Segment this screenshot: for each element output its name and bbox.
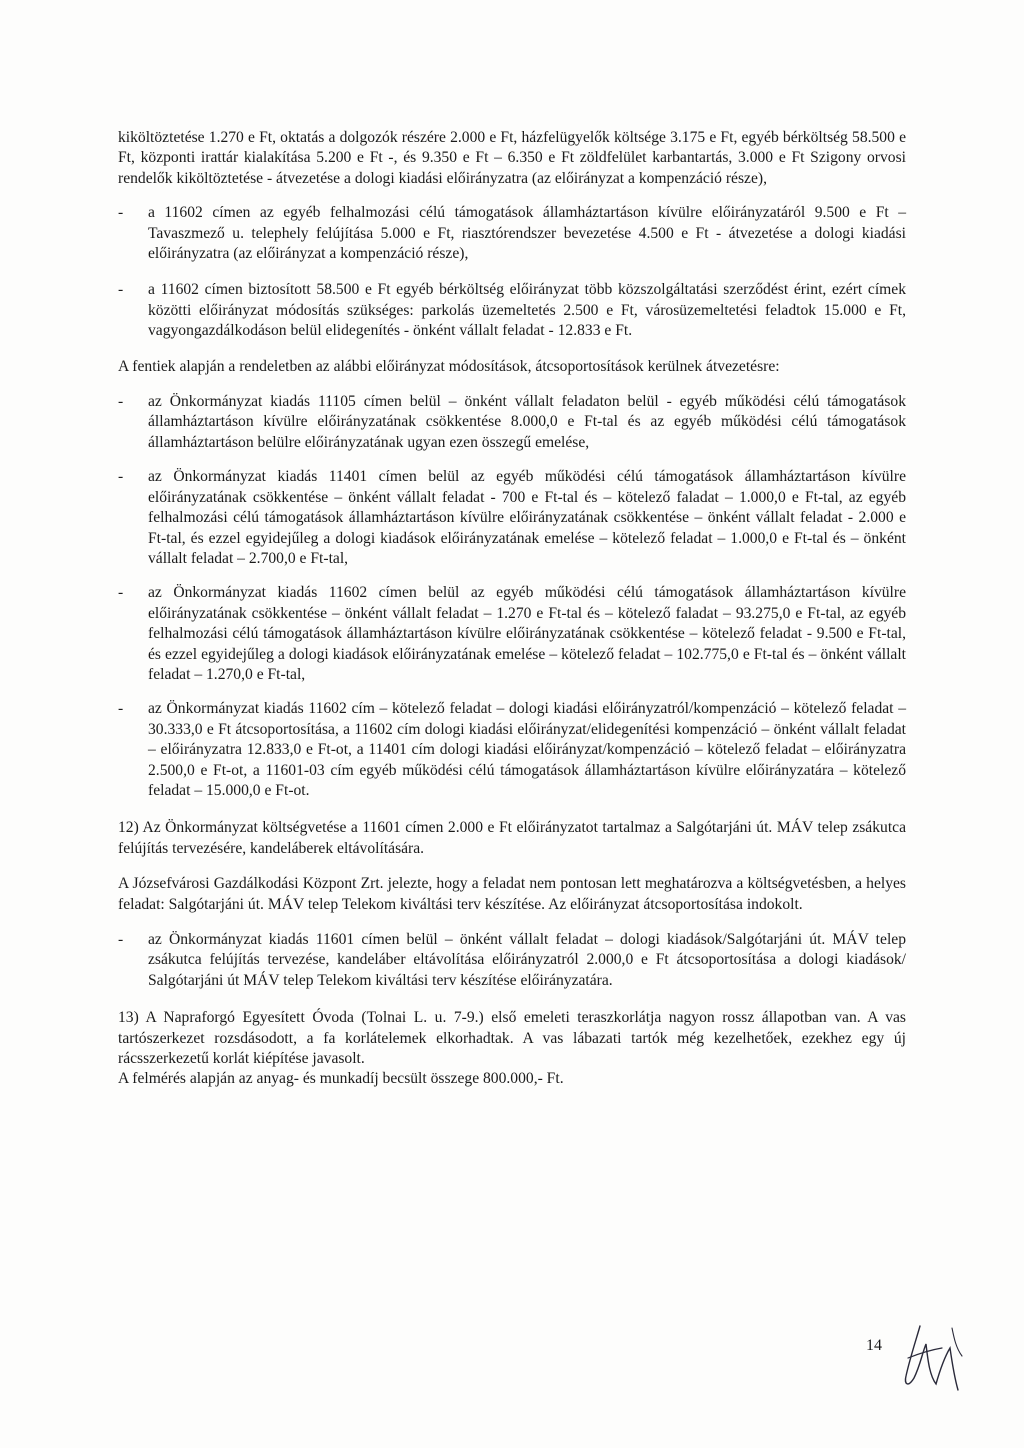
list-item — [118, 392, 906, 453]
list-item — [118, 930, 906, 991]
paragraph-felmeres: A felmérés alapján az anyag- és munkadíj becsült összege 800.000,- Ft. — [118, 1070, 564, 1088]
list-item-text: az Önkormányzat kiadás 11601 címen belül – önként vállalt feladat – dologi kiadások/Salgótarjáni út. MÁV telep zsákutca felújítás tervezése, kandeláber eltávolítása előirányzatról 2.000,0 e Ft átcsoportosítása a dologi kiadások/ Salgótarjáni út MÁV telep Telekom kiváltási terv készítése előirányzatára. — [148, 931, 906, 989]
list-dash: - — [118, 584, 124, 602]
list-item-text: az Önkormányzat kiadás 11602 címen belül az egyéb működési célú támogatások államháztartáson kívülre előirányzatának csökkentése – önként vállalt feladat – 1.270 e Ft-tal és – kötelező faladat – 93.275,0 e Ft-tal, az egyéb felhalmozási célú támogatások államháztartáson kívülre előirányzatának csökkentése – kötelező feladat - 9.500 e Ft-tal, és ezzel egyidejűleg a dologi kiadások előirányzatának emelése – kötelező feladat – 102.775,0 e Ft-tal és – önként vállalt feladat – 1.270,0 e Ft-tal, — [148, 584, 906, 683]
list-item-text: az Önkormányzat kiadás 11602 cím – kötelező feladat – dologi kiadási előirányzatról/kompenzáció – kötelező feladat – 30.333,0 e Ft átcsoportosítása, a 11602 cím dologi kiadási előirányzat/elidegenítési kompenzáció – önként vállalt feladat – előirányzatra 12.833,0 e Ft-ot, a 11401 cím dologi kiadási előirányzat/kompenzáció – kötelező feladat – előirányzatra 2.500,0 e Ft-ot, a 11601-03 cím egyéb működési célú támogatások államháztartáson kívülre előirányzatára – kötelező feladat – 15.000,0 e Ft-ot. — [148, 700, 906, 799]
section-12-paragraph: 12) Az Önkormányzat költségvetése a 11601 címen 2.000 e Ft előirányzatot tartalmaz a Salgótarjáni út. MÁV telep zsákutca felújítás tervezésére, kandeláberek eltávolítására. — [118, 819, 906, 857]
list-item — [118, 583, 906, 685]
document-body — [118, 128, 906, 1090]
list-dash: - — [118, 700, 124, 718]
list-dash: - — [118, 393, 124, 411]
list-item-text: a 11602 címen az egyéb felhalmozási célú támogatások államháztartáson kívülre előirányzatáról 9.500 e Ft – Tavaszmező u. telephely felújítása 5.000 e Ft, riasztórendszer bevezetése 4.500 e Ft - átvezetése a dologi kiadási előirányzatra (az előirányzat a kompenzáció része), — [148, 204, 906, 263]
list-item-text: a 11602 címen biztosított 58.500 e Ft egyéb bérköltség előirányzat több közszolgáltatási szerződést érint, ezért címek közötti előirányzat módosítás szükséges: parkolás üzemeltetés 2.500 e Ft, városüzemeltetési feladtok 15.000 e Ft, vagyongazdálkodáson belül elidegenítés - önként vállalt feladat - 12.833 e Ft. — [148, 281, 906, 340]
page-number: 14 — [866, 1337, 882, 1354]
list-dash: - — [118, 281, 124, 299]
list-item — [118, 203, 906, 264]
list-item-text: az Önkormányzat kiadás 11401 címen belül az egyéb működési célú támogatások államháztartáson kívülre előirányzatának csökkentése – önként vállalt feladat - 700 e Ft-tal és – kötelező faladat – 1.000,0 e Ft-tal, az egyéb felhalmozási célú támogatások államháztartáson kívülre előirányzatának csökkentése – önként vállalt feladat - 2.000 e Ft-tal, és ezzel egyidejűleg a dologi kiadások előirányzatának emelése – kötelező feladat – 1.000,0 e Ft-tal és – önként vállalt feladat – 2.700,0 e Ft-tal, — [148, 468, 906, 567]
list-dash: - — [118, 204, 124, 222]
paragraph-jgk: A Józsefvárosi Gazdálkodási Központ Zrt. jelezte, hogy a feladat nem pontosan lett meghatározva a költségvetésben, a helyes feladat: Salgótarjáni út. MÁV telep Telekom kiváltási terv készítése. Az előirányzat átcsoportosítása indokolt. — [118, 875, 906, 913]
list-dash: - — [118, 931, 124, 948]
list-dash: - — [118, 468, 124, 486]
list-item — [118, 280, 906, 341]
signature-icon — [892, 1318, 982, 1398]
paragraph-fentiek: A fentiek alapján a rendeletben az alábbi előirányzat módosítások, átcsoportosítások kerülnek átvezetésre: — [118, 357, 780, 375]
section-13-paragraph: 13) A Napraforgó Egyesített Óvoda (Tolnai L. u. 7-9.) első emeleti teraszkorlátja nagyon rossz állapotban van. A vas tartószerkezet rozsdásodott, a fa korlátelemek elkorhadtak. A vas lábazati tartók még kezelhetőek, ezekhez egy új rácsszerkezetű korlát kiépítése javasolt. — [118, 1009, 906, 1068]
list-item — [118, 699, 906, 801]
intro-paragraph: kiköltöztetése 1.270 e Ft, oktatás a dolgozók részére 2.000 e Ft, házfelügyelők költsége 3.175 e Ft, egyéb bérköltség 58.500 e Ft, központi irattár kialakítása 5.200 e Ft -, és 9.350 e Ft – 6.350 e Ft zöldfelület karbantartás, 3.000 e Ft Szigony orvosi rendelők kiköltöztetése - átvezetése a dologi kiadási előirányzatra (az előirányzat a kompenzáció része), — [118, 129, 906, 187]
list-item — [118, 467, 906, 569]
list-item-text: az Önkormányzat kiadás 11105 címen belül – önként vállalt feladaton belül - egyéb működési célú támogatások államháztartáson kívülre előirányzatának csökkentése 8.000,0 e Ft-tal és az egyéb működési célú támogatások államháztartáson belülre előirányzatának ugyan ezen összegű emelése, — [148, 393, 906, 451]
